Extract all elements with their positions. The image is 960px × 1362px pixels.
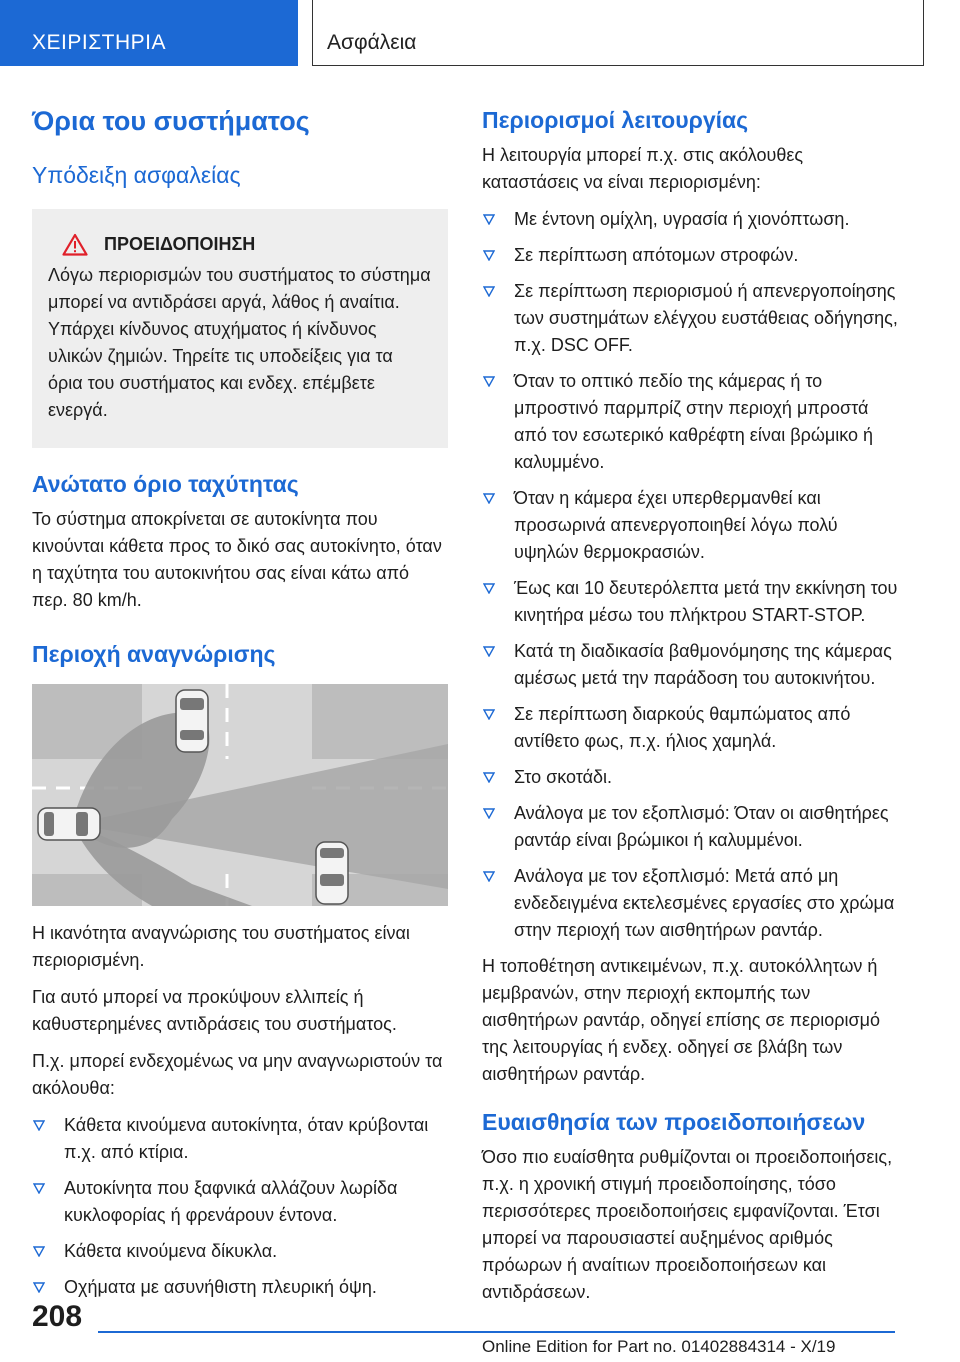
undetected-list — [32, 1112, 448, 1301]
warning-box — [32, 209, 448, 448]
triangle-bullet-icon — [483, 583, 495, 594]
warning-title-row — [48, 233, 432, 256]
list-item: Σε περίπτωση απότομων στροφών. — [482, 242, 902, 269]
list-item: Αυτοκίνητα που ξαφνικά αλλάζουν λωρίδα κυκλοφορίας ή φρενάρουν έντονα. — [32, 1175, 448, 1229]
detection-para-1: Η ικανότητα αναγνώρισης του συστήματος είναι περιορισμένη. — [32, 923, 410, 970]
detection-heading: Περιοχή αναγνώρισης — [32, 641, 276, 667]
limits-list — [482, 206, 902, 944]
page-header — [0, 0, 960, 66]
list-item: Οχήματα με ασυνήθιστη πλευρική όψη. — [32, 1274, 448, 1301]
detection-para-2: Για αυτό μπορεί να προκύψουν ελλιπείς ή καθυστερημένες αντιδράσεις του συστήματος. — [32, 987, 397, 1034]
list-item: Έως και 10 δευτερόλεπτα μετά την εκκίνηση του κινητήρα μέσω του πλήκτρου START-STOP. — [482, 575, 902, 629]
list-item: Ανάλογα με τον εξοπλισμό: Μετά από μη ενδεδειγμένα εκτελεσμένες εργασίες στο χρώμα στην περιοχή των αισθητήρων ραντάρ. — [482, 863, 902, 944]
list-item: Σε περίπτωση διαρκούς θαμπώματος από αντίθετο φως, π.χ. ήλιος χαμηλά. — [482, 701, 902, 755]
placement-text: Η τοποθέτηση αντικειμένων, π.χ. αυτοκόλλητων ή μεμβρανών, στην περιοχή εκπομπής των αισθητήρων ραντάρ, οδηγεί επίσης σε περιορισμό της λειτουργίας ή ενδεχ. οδηγεί σε βλάβη των αισθητήρων ραντάρ. — [482, 956, 880, 1084]
triangle-bullet-icon — [483, 709, 495, 720]
footer-divider — [98, 1331, 895, 1333]
warning-triangle-icon — [62, 233, 88, 256]
manual-chapter-tab[interactable]: ΧΕΙΡΙΣΤΗΡΙΑ — [0, 0, 298, 66]
list-item: Κάθετα κινούμενα δίκυκλα. — [32, 1238, 448, 1265]
limits-heading: Περιορισμοί λειτουργίας — [482, 107, 749, 133]
section-tab[interactable]: Ασφάλεια — [312, 0, 924, 66]
list-item: Κατά τη διαδικασία βαθμονόμησης της κάμερας αμέσως μετά την παράδοση του αυτοκινήτου. — [482, 638, 902, 692]
warning-text: Λόγω περιορισμών του συστήματος το σύστημα μπορεί να αντιδράσει αργά, λάθος ή αναίτια. Υπάρχει κίνδυνος ατυχήματος ή κίνδυνος υλικών ζημιών. Τηρείτε τις υποδείξεις για τα όρια του συστήματος και ενδεχ. επέμβετε ενεργά. — [48, 265, 431, 420]
triangle-bullet-icon — [483, 376, 495, 387]
intersection-diagram — [32, 684, 448, 906]
triangle-bullet-icon — [483, 250, 495, 261]
list-item: Ανάλογα με τον εξοπλισμό: Όταν οι αισθητήρες ραντάρ είναι βρώμικοι ή καλυμμένοι. — [482, 800, 902, 854]
triangle-bullet-icon — [483, 871, 495, 882]
left-column — [32, 100, 448, 1310]
speed-text: Το σύστημα αποκρίνεται σε αυτοκίνητα που κινούνται κάθετα προς το δικό σας αυτοκίνητο, όταν η ταχύτητα του αυτοκινήτου σας είναι κάτω από περ. 80 km/h. — [32, 509, 442, 610]
list-item: Όταν η κάμερα έχει υπερθερμανθεί και προσωρινά απενεργοποιηθεί λόγω πολύ υψηλών θερμοκρασιών. — [482, 485, 902, 566]
triangle-bullet-icon — [483, 493, 495, 504]
right-column — [482, 100, 902, 1316]
warning-title: ΠΡΟΕΙΔΟΠΟΙΗΣΗ — [104, 234, 256, 254]
list-item: Όταν το οπτικό πεδίο της κάμερας ή το μπροστινό παρμπρίζ στην περιοχή μπροστά από τον εσωτερικό καθρέφτη είναι βρώμικο ή καλυμμένο. — [482, 368, 902, 476]
triangle-bullet-icon — [483, 286, 495, 297]
page-number: 208 — [32, 1300, 83, 1333]
list-item: Με έντονη ομίχλη, υγρασία ή χιονόπτωση. — [482, 206, 902, 233]
speed-section — [32, 470, 448, 614]
triangle-bullet-icon — [483, 646, 495, 657]
limits-intro: Η λειτουργία μπορεί π.χ. στις ακόλουθες καταστάσεις να είναι περιορισμένη: — [482, 145, 804, 192]
sensitivity-heading: Ευαισθησία των προειδοποιήσεων — [482, 1109, 866, 1135]
edition-text: Online Edition for Part no. 01402884314 - X/19 — [482, 1337, 836, 1356]
speed-heading: Ανώτατο όριο ταχύτητας — [32, 471, 299, 497]
page-title: Όρια του συστήματος — [32, 106, 310, 136]
sensitivity-text: Όσο πιο ευαίσθητα ρυθμίζονται οι προειδοποιήσεις, π.χ. η χρονική στιγμή προειδοποίησης, τόσο περισσότερες προειδοποιήσεις εμφανίζονται. Έτσι μπορεί να παρουσιαστεί αυξημένος αριθμός πρόωρων ή αναίτιων προειδοποιήσεων και αντιδράσεων. — [482, 1147, 893, 1302]
triangle-bullet-icon — [483, 772, 495, 783]
list-item: Στο σκοτάδι. — [482, 764, 902, 791]
safety-heading: Υπόδειξη ασφαλείας — [32, 162, 241, 188]
detection-area-illustration — [32, 684, 448, 906]
list-item: Κάθετα κινούμενα αυτοκίνητα, όταν κρύβονται π.χ. από κτίρια. — [32, 1112, 448, 1166]
triangle-bullet-icon — [483, 808, 495, 819]
triangle-bullet-icon — [33, 1282, 45, 1293]
detection-para-3: Π.χ. μπορεί ενδεχομένως να μην αναγνωριστούν τα ακόλουθα: — [32, 1051, 443, 1098]
triangle-bullet-icon — [483, 214, 495, 225]
triangle-bullet-icon — [33, 1183, 45, 1194]
triangle-bullet-icon — [33, 1246, 45, 1257]
triangle-bullet-icon — [33, 1120, 45, 1131]
list-item: Σε περίπτωση περιορισμού ή απενεργοποίησης των συστημάτων ελέγχου ευστάθειας οδήγησης, π.χ. DSC OFF. — [482, 278, 902, 359]
